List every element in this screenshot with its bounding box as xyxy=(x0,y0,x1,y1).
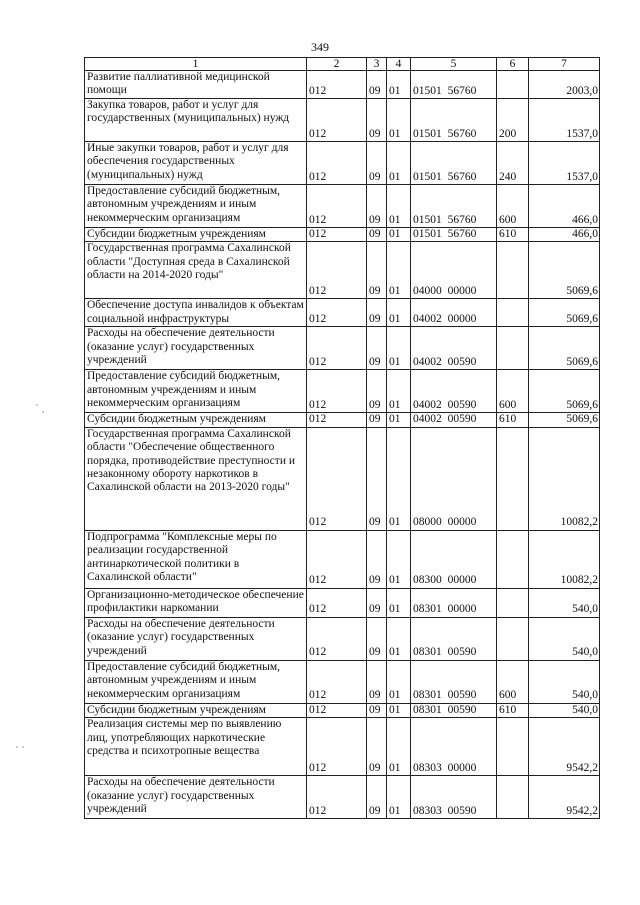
cell-name: Реализация системы мер по выявлению лиц, употребляющих наркотические средства и психотропные вещества xyxy=(85,718,307,776)
cell-code-4: 01 xyxy=(387,71,411,99)
cell-code-3: 09 xyxy=(367,327,387,370)
cell-code-4: 01 xyxy=(387,327,411,370)
cell-name: Субсидии бюджетным учреждениям xyxy=(85,703,307,717)
cell-code-6 xyxy=(497,617,529,660)
cell-name: Предоставление субсидий бюджетным, автономным учреждениям и иным некоммерческим организациям xyxy=(85,185,307,228)
scan-speck xyxy=(16,746,18,748)
cell-code-5: 08303 00590 xyxy=(411,776,497,819)
cell-code-4: 01 xyxy=(387,588,411,617)
cell-code-6: 610 xyxy=(497,228,529,242)
cell-code-5: 08301 00000 xyxy=(411,588,497,617)
cell-amount: 540,0 xyxy=(529,588,600,617)
page-number: 349 xyxy=(311,40,329,54)
cell-code-4: 01 xyxy=(387,99,411,142)
cell-code-5: 01501 56760 xyxy=(411,228,497,242)
header-cell-6: 6 xyxy=(497,58,529,71)
cell-amount: 5069,6 xyxy=(529,299,600,327)
cell-code-4: 01 xyxy=(387,427,411,530)
table-row xyxy=(85,228,600,242)
cell-name: Государственная программа Сахалинской области "Доступная среда в Сахалинской области на 2014-2020 годы" xyxy=(85,242,307,299)
table-row xyxy=(85,588,600,617)
cell-code-4: 01 xyxy=(387,228,411,242)
cell-code-5: 08000 00000 xyxy=(411,427,497,530)
cell-code-2: 012 xyxy=(307,617,367,660)
cell-code-5: 08301 00590 xyxy=(411,660,497,703)
cell-code-2: 012 xyxy=(307,185,367,228)
table-row xyxy=(85,185,600,228)
cell-code-3: 09 xyxy=(367,413,387,427)
cell-code-6: 610 xyxy=(497,413,529,427)
header-row xyxy=(85,58,600,71)
header-cell-7: 7 xyxy=(529,58,600,71)
cell-name: Иные закупки товаров, работ и услуг для обеспечения государственных (муниципальных) нужд xyxy=(85,142,307,185)
scan-speck xyxy=(36,404,38,406)
cell-code-2: 012 xyxy=(307,718,367,776)
cell-amount: 540,0 xyxy=(529,660,600,703)
cell-code-3: 09 xyxy=(367,617,387,660)
cell-name: Закупка товаров, работ и услуг для государственных (муниципальных) нужд xyxy=(85,99,307,142)
cell-code-3: 09 xyxy=(367,530,387,588)
table-row xyxy=(85,142,600,185)
cell-code-5: 08301 00590 xyxy=(411,617,497,660)
cell-code-4: 01 xyxy=(387,703,411,717)
cell-code-5: 08300 00000 xyxy=(411,530,497,588)
cell-amount: 5069,6 xyxy=(529,242,600,299)
cell-code-5: 01501 56760 xyxy=(411,185,497,228)
cell-code-2: 012 xyxy=(307,776,367,819)
cell-code-6: 610 xyxy=(497,703,529,717)
header-cell-2: 2 xyxy=(307,58,367,71)
cell-code-3: 09 xyxy=(367,718,387,776)
table-row xyxy=(85,242,600,299)
cell-code-6: 600 xyxy=(497,185,529,228)
cell-code-4: 01 xyxy=(387,299,411,327)
cell-name: Предоставление субсидий бюджетным, автономным учреждениям и иным некоммерческим организациям xyxy=(85,660,307,703)
table-row xyxy=(85,530,600,588)
cell-code-5: 01501 56760 xyxy=(411,99,497,142)
cell-amount: 2003,0 xyxy=(529,71,600,99)
cell-name: Предоставление субсидий бюджетным, автономным учреждениям и иным некоммерческим организациям xyxy=(85,370,307,413)
cell-code-6 xyxy=(497,71,529,99)
cell-name: Субсидии бюджетным учреждениям xyxy=(85,228,307,242)
cell-amount: 10082,2 xyxy=(529,530,600,588)
cell-code-4: 01 xyxy=(387,718,411,776)
scan-speck xyxy=(22,746,24,748)
cell-name: Государственная программа Сахалинской области "Обеспечение общественного порядка, противодействие преступности и незаконному обороту наркотиков в Сахалинской области на 2013-2020 годы" xyxy=(85,427,307,530)
cell-name: Развитие паллиативной медицинской помощи xyxy=(85,71,307,99)
cell-code-3: 09 xyxy=(367,370,387,413)
cell-name: Субсидии бюджетным учреждениям xyxy=(85,413,307,427)
cell-code-4: 01 xyxy=(387,185,411,228)
cell-code-3: 09 xyxy=(367,703,387,717)
table-row xyxy=(85,327,600,370)
cell-code-2: 012 xyxy=(307,427,367,530)
header-cell-3: 3 xyxy=(367,58,387,71)
table-row xyxy=(85,71,600,99)
cell-code-2: 012 xyxy=(307,370,367,413)
table-row xyxy=(85,299,600,327)
budget-table xyxy=(84,57,600,819)
cell-code-3: 09 xyxy=(367,660,387,703)
cell-amount: 466,0 xyxy=(529,228,600,242)
cell-code-3: 09 xyxy=(367,242,387,299)
cell-code-3: 09 xyxy=(367,99,387,142)
cell-amount: 5069,6 xyxy=(529,413,600,427)
cell-code-6 xyxy=(497,427,529,530)
cell-code-3: 09 xyxy=(367,776,387,819)
cell-amount: 1537,0 xyxy=(529,142,600,185)
table-row xyxy=(85,427,600,530)
cell-amount: 1537,0 xyxy=(529,99,600,142)
cell-code-6 xyxy=(497,242,529,299)
cell-code-2: 012 xyxy=(307,413,367,427)
cell-code-5: 04000 00000 xyxy=(411,242,497,299)
table-row xyxy=(85,413,600,427)
cell-code-4: 01 xyxy=(387,617,411,660)
cell-code-4: 01 xyxy=(387,142,411,185)
cell-name: Расходы на обеспечение деятельности (оказание услуг) государственных учреждений xyxy=(85,617,307,660)
cell-code-5: 01501 56760 xyxy=(411,142,497,185)
table-row xyxy=(85,776,600,819)
cell-code-2: 012 xyxy=(307,71,367,99)
cell-code-2: 012 xyxy=(307,299,367,327)
cell-code-2: 012 xyxy=(307,242,367,299)
header-cell-5: 5 xyxy=(411,58,497,71)
header-cell-1: 1 xyxy=(85,58,307,71)
cell-name: Расходы на обеспечение деятельности (оказание услуг) государственных учреждений xyxy=(85,776,307,819)
cell-name: Расходы на обеспечение деятельности (оказание услуг) государственных учреждений xyxy=(85,327,307,370)
cell-code-3: 09 xyxy=(367,142,387,185)
cell-code-5: 04002 00590 xyxy=(411,413,497,427)
cell-code-6 xyxy=(497,776,529,819)
cell-code-3: 09 xyxy=(367,228,387,242)
cell-code-4: 01 xyxy=(387,530,411,588)
cell-code-2: 012 xyxy=(307,703,367,717)
table-row xyxy=(85,660,600,703)
cell-code-2: 012 xyxy=(307,142,367,185)
cell-code-3: 09 xyxy=(367,71,387,99)
table-row xyxy=(85,703,600,717)
cell-code-4: 01 xyxy=(387,413,411,427)
cell-code-6: 240 xyxy=(497,142,529,185)
cell-code-5: 04002 00590 xyxy=(411,327,497,370)
cell-amount: 540,0 xyxy=(529,703,600,717)
cell-code-2: 012 xyxy=(307,228,367,242)
cell-code-2: 012 xyxy=(307,327,367,370)
cell-code-6 xyxy=(497,530,529,588)
table-row xyxy=(85,370,600,413)
cell-code-5: 08303 00000 xyxy=(411,718,497,776)
cell-name: Организационно-методическое обеспечение профилактики наркомании xyxy=(85,588,307,617)
table-row xyxy=(85,617,600,660)
cell-code-4: 01 xyxy=(387,776,411,819)
cell-amount: 5069,6 xyxy=(529,327,600,370)
cell-amount: 5069,6 xyxy=(529,370,600,413)
cell-code-4: 01 xyxy=(387,370,411,413)
cell-code-2: 012 xyxy=(307,530,367,588)
cell-code-4: 01 xyxy=(387,660,411,703)
cell-amount: 10082,2 xyxy=(529,427,600,530)
cell-code-5: 04002 00000 xyxy=(411,299,497,327)
cell-code-3: 09 xyxy=(367,185,387,228)
cell-code-3: 09 xyxy=(367,588,387,617)
cell-amount: 466,0 xyxy=(529,185,600,228)
table-row xyxy=(85,718,600,776)
cell-amount: 9542,2 xyxy=(529,718,600,776)
cell-code-5: 08301 00590 xyxy=(411,703,497,717)
cell-code-6: 200 xyxy=(497,99,529,142)
cell-code-3: 09 xyxy=(367,299,387,327)
cell-code-6 xyxy=(497,588,529,617)
header-cell-4: 4 xyxy=(387,58,411,71)
cell-code-5: 01501 56760 xyxy=(411,71,497,99)
cell-amount: 540,0 xyxy=(529,617,600,660)
scan-speck xyxy=(42,411,44,413)
cell-name: Обеспечение доступа инвалидов к объектам социальной инфраструктуры xyxy=(85,299,307,327)
cell-code-3: 09 xyxy=(367,427,387,530)
cell-code-4: 01 xyxy=(387,242,411,299)
cell-code-6 xyxy=(497,299,529,327)
cell-name: Подпрограмма "Комплексные меры по реализации государственной антинаркотической политики в Сахалинской области" xyxy=(85,530,307,588)
cell-code-2: 012 xyxy=(307,660,367,703)
cell-code-2: 012 xyxy=(307,99,367,142)
cell-code-6: 600 xyxy=(497,660,529,703)
cell-code-5: 04002 00590 xyxy=(411,370,497,413)
cell-code-2: 012 xyxy=(307,588,367,617)
cell-amount: 9542,2 xyxy=(529,776,600,819)
cell-code-6 xyxy=(497,718,529,776)
table-row xyxy=(85,99,600,142)
cell-code-6: 600 xyxy=(497,370,529,413)
cell-code-6 xyxy=(497,327,529,370)
